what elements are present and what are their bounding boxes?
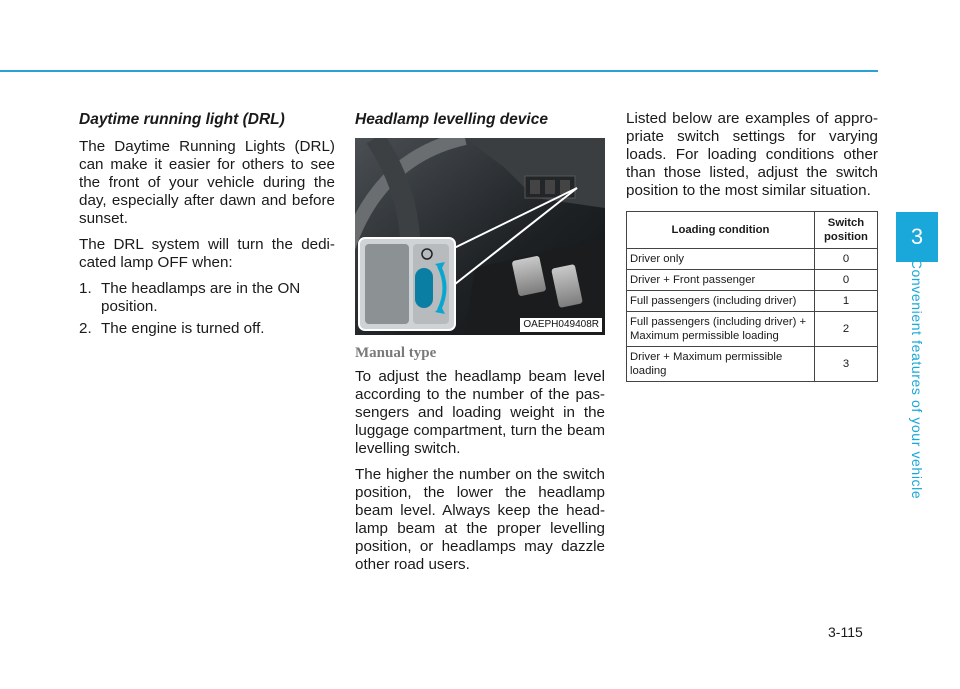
drl-heading: Daytime running light (DRL): [79, 111, 285, 128]
chapter-title: Convenient features of your vehicle: [909, 258, 925, 500]
table-row: [627, 249, 878, 270]
levelling-paragraph-2: The higher the number on the switch position, the lower the headlamp beam level. Always keep the head-lamp beam at the proper levelling position, or headlamps may dazzle other road users.: [355, 466, 605, 573]
list-text: The headlamps are in the ON position.: [101, 280, 301, 315]
header-loading-condition: Loading condition: [627, 212, 815, 249]
page-number: 3-115: [828, 624, 863, 640]
loading-condition-cell: Full passengers (including driver): [627, 291, 815, 312]
loading-condition-cell: Driver only: [627, 249, 815, 270]
switch-position-cell: 1: [815, 291, 878, 312]
switch-position-cell: 0: [815, 270, 878, 291]
table-row: [627, 270, 878, 291]
levelling-column: [355, 110, 605, 582]
list-number: 1.: [79, 280, 92, 297]
chapter-number: 3: [910, 224, 924, 249]
dashboard-photo: [355, 138, 605, 335]
drl-paragraph-2: The DRL system will turn the dedi-cated lamp OFF when:: [79, 236, 335, 271]
list-item: [79, 280, 335, 316]
list-number: 2.: [79, 320, 92, 337]
table-header-row: [627, 212, 878, 249]
list-text: The engine is turned off.: [101, 320, 265, 337]
levelling-paragraph-1: To adjust the headlamp beam level according to the number of the pas-sengers and loading weight in the luggage compartment, turn the beam levelling switch.: [355, 368, 605, 457]
drl-column: [79, 110, 335, 342]
manual-type-subheading: Manual type: [355, 345, 437, 361]
loading-condition-cell: Full passengers (including driver) + Maximum permissible loading: [627, 312, 815, 347]
loading-table: [626, 211, 878, 382]
headlamp-levelling-switch-icon: [355, 138, 605, 335]
switch-position-cell: 0: [815, 249, 878, 270]
loading-column: [626, 110, 878, 382]
list-item: [79, 320, 335, 338]
chapter-side-label: [896, 258, 938, 500]
loading-intro: Listed below are examples of appro-priate switch settings for varying loads. For loading conditions other than those listed, adjust the switch position to the most similar situation.: [626, 110, 878, 199]
drl-conditions-list: [79, 280, 335, 338]
photo-code: OAEPH049408R: [520, 318, 602, 332]
table-row: [627, 312, 878, 347]
header-rule: [0, 70, 878, 72]
header-switch-position: Switch position: [815, 212, 878, 249]
chapter-tab: [896, 212, 938, 262]
switch-position-cell: 2: [815, 312, 878, 347]
table-row: [627, 291, 878, 312]
loading-condition-cell: Driver + Front passenger: [627, 270, 815, 291]
loading-condition-cell: Driver + Maximum permissible loading: [627, 347, 815, 382]
switch-position-cell: 3: [815, 347, 878, 382]
levelling-heading: Headlamp levelling device: [355, 111, 548, 128]
table-row: [627, 347, 878, 382]
drl-paragraph-1: The Daytime Running Lights (DRL) can make it easier for others to see the front of your vehicle during the day, especially after dawn and before sunset.: [79, 138, 335, 227]
